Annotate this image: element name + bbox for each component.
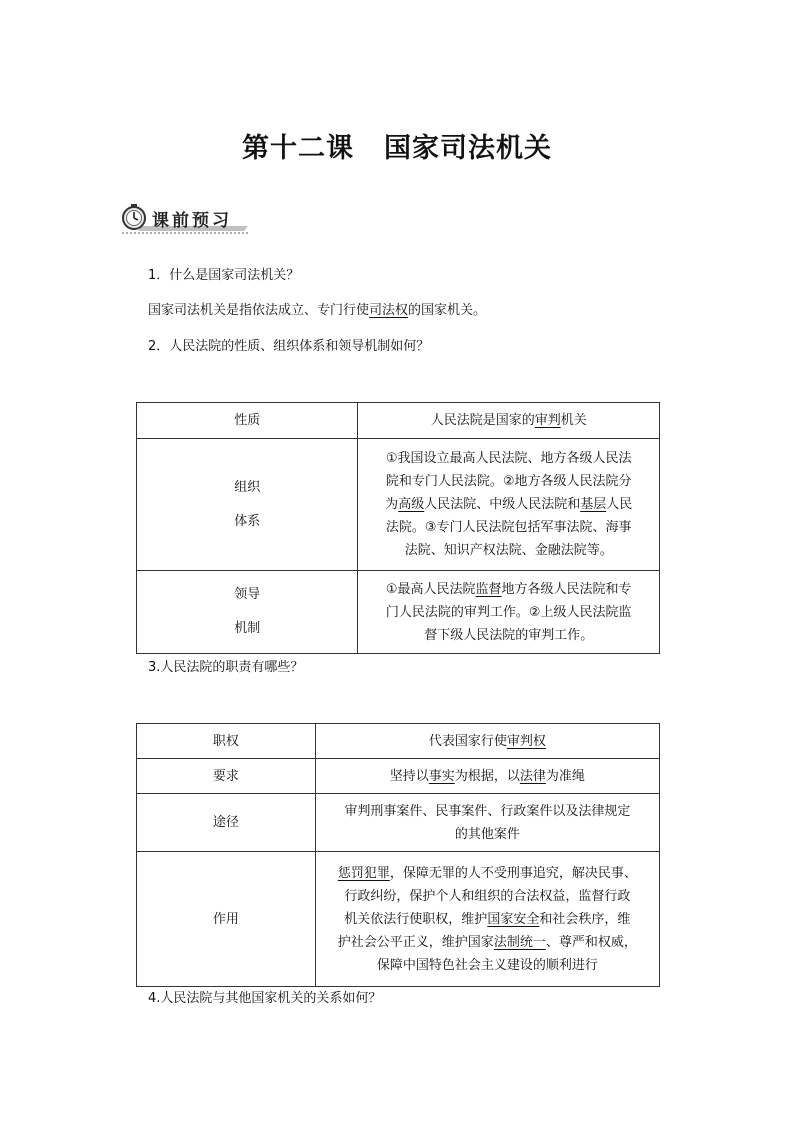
table-row <box>137 794 660 852</box>
row-label-organization: 组织 体系 <box>137 439 358 571</box>
row-value-nature: 人民法院是国家的审判机关 <box>358 403 660 439</box>
row-value-power: 代表国家行使审判权 <box>315 724 659 759</box>
row-value-leadership: ①最高人民法院监督地方各级人民法院和专 门人民法院的审判工作。②上级人民法院监 督下级人民法院的审判工作。 <box>358 571 660 654</box>
table-row <box>137 724 660 759</box>
row-label-leadership: 领导 机制 <box>137 571 358 654</box>
row-label-function: 作用 <box>137 852 316 987</box>
lesson-title: 国家司法机关 <box>384 133 552 164</box>
row-label-nature: 性质 <box>137 403 358 439</box>
section-label: 课前预习 <box>152 211 232 231</box>
question-3: 3.人民法院的职责有哪些？ <box>148 660 304 675</box>
row-value-approach: 审判刑事案件、民事案件、行政案件以及法律规定 的其他案件 <box>315 794 659 852</box>
lesson-number: 第十二课 <box>242 133 354 164</box>
table-row <box>137 759 660 794</box>
question-2: 2．人民法院的性质、组织体系和领导机制如何？ <box>148 339 430 354</box>
question-1: 1．什么是国家司法机关？ <box>148 268 300 283</box>
court-nature-table <box>136 402 660 654</box>
table-row <box>137 403 660 439</box>
row-value-function: 惩罚犯罪，保障无罪的人不受刑事追究，解决民事、 行政纠纷，保护个人和组织的合法权益，监督行政 机关依法行使职权，维护国家安全和社会秩序，维 护社会公平正义，维护国家法制统一、尊严和权威， 保障中国特色社会主义建设的顺利进行 <box>315 852 659 987</box>
row-value-organization: ①我国设立最高人民法院、地方各级人民法 院和专门人民法院。②地方各级人民法院分 为高级人民法院、中级人民法院和基层人民 法院。③专门人民法院包括军事法院、海事 法院、知识产权法院、金融法院等。 <box>358 439 660 571</box>
row-label-requirement: 要求 <box>137 759 316 794</box>
answer-1: 国家司法机关是指依法成立、专门行使司法权的国家机关。 <box>148 303 487 318</box>
row-value-requirement: 坚持以事实为根据，以法律为准绳 <box>315 759 659 794</box>
table-row <box>137 852 660 987</box>
section-badge <box>120 204 250 234</box>
row-label-power: 职权 <box>137 724 316 759</box>
blank-answer: 司法权 <box>369 303 409 318</box>
court-duties-table <box>136 723 660 987</box>
page-title <box>0 126 794 165</box>
table-row <box>137 571 660 654</box>
question-4: 4.人民法院与其他国家机关的关系如何？ <box>148 991 382 1006</box>
table-row <box>137 439 660 571</box>
row-label-approach: 途径 <box>137 794 316 852</box>
